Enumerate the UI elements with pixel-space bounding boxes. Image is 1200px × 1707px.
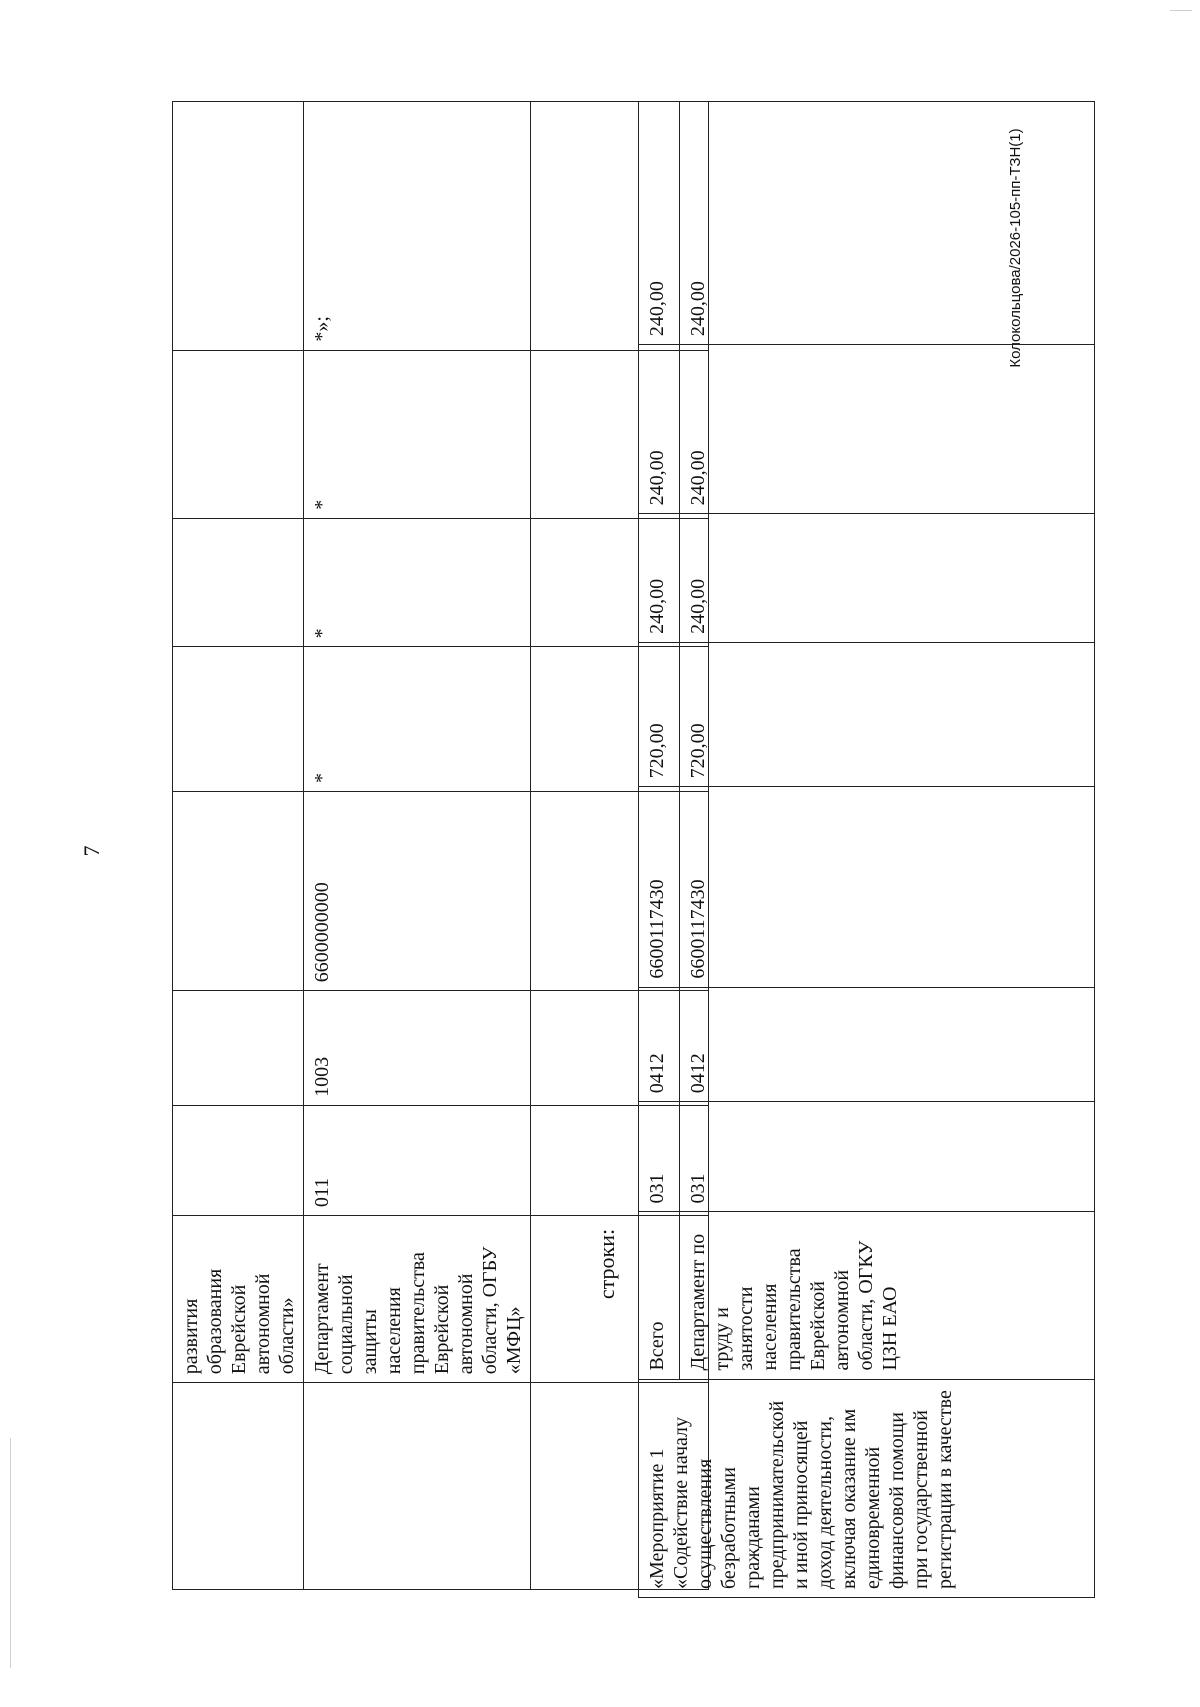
cell-year-2: * xyxy=(304,350,531,518)
cell-name xyxy=(173,1383,304,1590)
table-row xyxy=(680,102,1095,1598)
cell-executor: Департамент по труду и занятости населения правительства Еврейской автономной области, ОГКУ ЦЗН ЕАО xyxy=(680,1212,1095,1379)
cell-year-1: * xyxy=(304,518,531,647)
document-code: Колокольцова/2026-105-пп-ТЗН(1) xyxy=(1007,128,1024,368)
cell-name: «Мероприятие 1 «Содействие началу осуществления безработными гражданами предпринимательской и иной приносящей доход деятельности, включая оказание им единовременной финансовой помощи при государственной регистрации в качестве xyxy=(639,1379,1095,1597)
cell-grbs xyxy=(173,1105,304,1215)
cell-year-2: 240,00 xyxy=(680,345,1095,514)
page-number: 7 xyxy=(79,845,104,857)
cell-rz-pr xyxy=(173,991,304,1106)
cell-csr xyxy=(173,791,304,990)
upper-table-wrapper xyxy=(172,101,665,1590)
cell-total: * xyxy=(304,647,531,792)
cell-grbs: 011 xyxy=(304,1105,531,1215)
cell-rz-pr: 1003 xyxy=(304,991,531,1106)
cell-year-3: 240,00 xyxy=(639,102,680,345)
cell-year-1 xyxy=(173,518,304,647)
upper-table xyxy=(172,101,709,1590)
section-label: строки: xyxy=(594,1228,619,1300)
table-row xyxy=(304,102,531,1590)
scan-edge-line xyxy=(10,1438,11,1668)
cell-year-3 xyxy=(173,102,304,351)
cell-year-3: 240,00 xyxy=(680,102,1095,345)
cell-grbs: 031 xyxy=(680,1102,1095,1212)
cell-year-3: *»; xyxy=(304,102,531,351)
cell-year-2: 240,00 xyxy=(639,345,680,514)
cell-total: 720,00 xyxy=(639,642,680,787)
cell-executor: Департамент социальной защиты населения правительства Еврейской автономной области, ОГБУ «МФЦ» xyxy=(304,1216,531,1383)
scan-corner-mark xyxy=(1170,10,1192,11)
cell-executor: Всего xyxy=(639,1212,680,1379)
cell-rz-pr: 0412 xyxy=(639,987,680,1102)
lower-table-wrapper xyxy=(638,101,1091,1598)
cell-csr: 6600117430 xyxy=(639,787,680,987)
cell-rz-pr: 0412 xyxy=(680,987,1095,1102)
cell-total: 720,00 xyxy=(680,642,1095,787)
cell-year-1: 240,00 xyxy=(639,514,680,643)
table-row xyxy=(173,102,304,1590)
cell-grbs: 031 xyxy=(639,1102,680,1212)
cell-csr: 6600000000 xyxy=(304,791,531,990)
cell-total xyxy=(173,647,304,792)
cell-year-2 xyxy=(173,350,304,518)
lower-table xyxy=(638,101,1095,1598)
cell-executor: развития образования Еврейской автономной области» xyxy=(173,1216,304,1383)
cell-year-1: 240,00 xyxy=(680,514,1095,643)
cell-name xyxy=(304,1383,531,1590)
table-row xyxy=(639,102,680,1598)
cell-csr: 6600117430 xyxy=(680,787,1095,987)
